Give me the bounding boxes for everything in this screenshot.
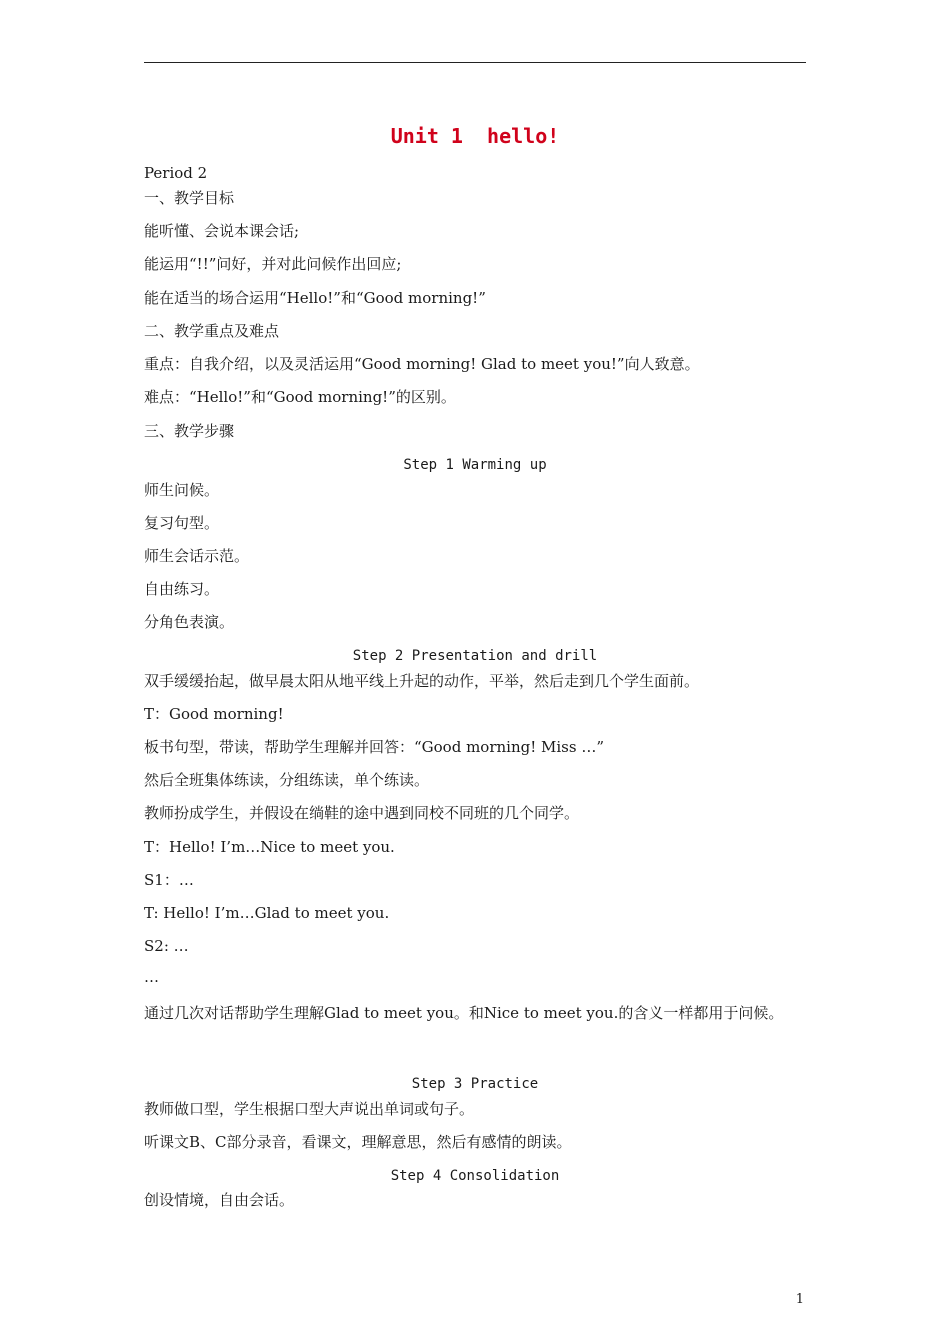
document-title: Unit 1 hello! — [390, 124, 560, 148]
objective-2: 能运用“!!”问好，并对此问候作出回应; — [144, 255, 402, 273]
objective-1: 能听懂、会说本课会话; — [144, 222, 300, 240]
step-2-item: 然后全班集体练读，分组练读，单个练读。 — [144, 771, 430, 789]
step-1-item: 自由练习。 — [144, 580, 220, 598]
section-heading-key-points: 二、教学重点及难点 — [144, 322, 280, 340]
step-1-item: 分角色表演。 — [144, 613, 235, 631]
step-2-heading: Step 2 Presentation and drill — [352, 648, 598, 664]
step-2-item: 板书句型，带读，帮助学生理解并回答：“Good morning! Miss …” — [144, 738, 605, 756]
step-2-summary: 通过几次对话帮助学生理解Glad to meet you。和Nice to meet you.的含义一样都用于问候。 — [144, 1004, 784, 1022]
step-4-heading: Step 4 Consolidation — [390, 1168, 560, 1184]
objective-3: 能在适当的场合运用“Hello!”和“Good morning!” — [144, 289, 486, 307]
period-label: Period 2 — [144, 164, 208, 182]
step-2-item: T：Good morning! — [144, 705, 284, 723]
step-4-item: 创设情境，自由会话。 — [144, 1191, 295, 1209]
step-2-item: S2: … — [144, 937, 189, 955]
step-1-item: 师生问候。 — [144, 481, 220, 499]
step-1-item: 师生会话示范。 — [144, 547, 250, 565]
step-2-item: T: Hello! I’m…Glad to meet you. — [144, 904, 390, 922]
step-3-item: 教师做口型，学生根据口型大声说出单词或句子。 — [144, 1100, 475, 1118]
difficulty-point: 难点：“Hello!”和“Good morning!”的区别。 — [144, 388, 456, 406]
section-heading-objectives: 一、教学目标 — [144, 189, 235, 207]
step-3-item: 听课文B、C部分录音，看课文，理解意思，然后有感情的朗读。 — [144, 1133, 572, 1151]
step-2-item: … — [144, 968, 159, 986]
header-rule — [144, 62, 806, 63]
step-2-item: S1：… — [144, 871, 194, 889]
step-2-item: 双手缓缓抬起，做早晨太阳从地平线上升起的动作，平举，然后走到几个学生面前。 — [144, 672, 700, 690]
step-2-item: T：Hello! I’m…Nice to meet you. — [144, 838, 395, 856]
key-point: 重点：自我介绍，以及灵活运用“Good morning! Glad to meet you!”向人致意。 — [144, 355, 700, 373]
step-2-item: 教师扮成学生，并假设在绱鞋的途中遇到同校不同班的几个同学。 — [144, 804, 580, 822]
step-1-heading: Step 1 Warming up — [403, 457, 547, 473]
section-heading-steps: 三、教学步骤 — [144, 422, 235, 440]
step-1-item: 复习句型。 — [144, 514, 220, 532]
step-3-heading: Step 3 Practice — [411, 1076, 539, 1092]
page-number: 1 — [795, 1292, 804, 1307]
